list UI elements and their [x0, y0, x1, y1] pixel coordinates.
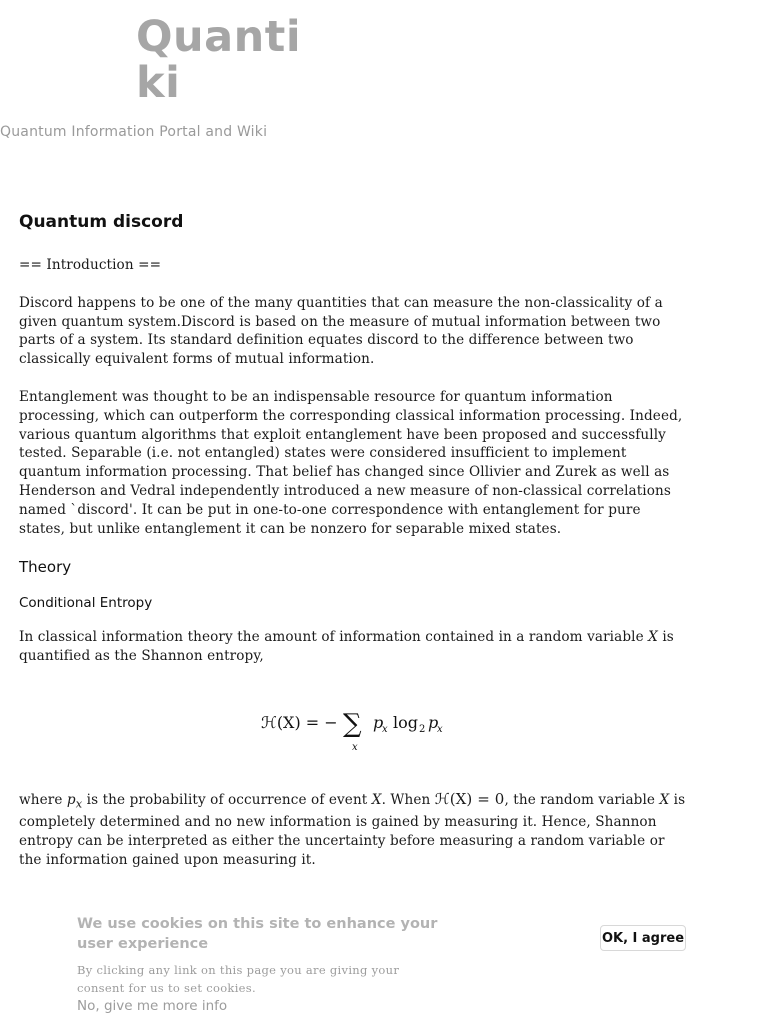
- conditional-entropy-heading: Conditional Entropy: [19, 595, 153, 612]
- equation-p2: p: [428, 712, 439, 732]
- page-title: Quantum discord: [19, 212, 184, 232]
- variable-x: X: [648, 629, 658, 646]
- para3-text-b: is quantified as the Shannon entropy,: [19, 629, 674, 665]
- equation-p1-sub: x: [382, 723, 388, 735]
- site-name[interactable]: Quantiki: [136, 12, 302, 108]
- equation-log: log: [393, 712, 418, 732]
- cookie-agree-button[interactable]: OK, I agree: [600, 925, 686, 951]
- inline-math-entropy-zero: ℋ(X) = 0: [434, 789, 505, 808]
- para4-text-e: is completely determined and no new information is gained by measuring it. Hence, Shannon entropy can be interpreted as either the uncertainty before measuring a random variable or the information gained upon measuring it.: [19, 791, 686, 869]
- cookie-consent-text: By clicking any link on this page you are giving your consent for us to set cookies.: [77, 963, 400, 995]
- equation-p1: p: [373, 712, 384, 732]
- cookie-title: We use cookies on this site to enhance your user experience: [77, 916, 438, 952]
- variable-p: p: [66, 791, 76, 808]
- variable-x-random: X: [659, 791, 670, 808]
- intro-paragraph: Discord happens to be one of the many quantities that can measure the non-classicality of a given quantum system.Discord is based on the measure of mutual information between two parts of a system. Its standard definition equates discord to the difference between two classically equivalent forms of mutual information.: [19, 294, 663, 368]
- shannon-intro-paragraph: [19, 628, 689, 666]
- equation-svg: [259, 706, 449, 754]
- cookie-more-info-link[interactable]: No, give me more info: [77, 998, 228, 1014]
- shannon-entropy-equation: [19, 706, 689, 766]
- entanglement-paragraph: Entanglement was thought to be an indispensable resource for quantum information processing, which can outperform the corresponding classical information processing. Indeed, various quantum algorithms that exploit entanglement have been proposed and successfully tested. Separable (i.e. not entangled) states were considered insufficient to implement quantum information processing. That belief has changed since Ollivier and Zurek as well as Henderson and Vedral independently introduced a new measure of non-classical correlations named `discord'. It can be put in one-to-one correspondence with entanglement for pure states, but unlike entanglement it can be nonzero for separable mixed states.: [19, 388, 683, 537]
- site-slogan: Quantum Information Portal and Wiki: [0, 124, 268, 140]
- equation-lhs: ℋ(X) = −: [261, 712, 338, 732]
- cookie-banner: [0, 906, 768, 1024]
- main-content: [19, 210, 689, 870]
- equation-sum-index: x: [352, 741, 358, 753]
- equation-p2-sub: x: [437, 723, 443, 735]
- para4-text-d: , the random variable: [504, 791, 660, 808]
- para4-text-b: is the probability of occurrence of event: [82, 791, 372, 808]
- para4-text-c: . When: [381, 791, 435, 808]
- variable-x-event: X: [371, 791, 382, 808]
- equation-log-base: 2: [419, 723, 426, 735]
- shannon-explanation-paragraph: [19, 790, 689, 870]
- theory-heading: Theory: [19, 558, 72, 577]
- para4-text-a: where: [19, 791, 67, 808]
- para3-text-a: In classical information theory the amount of information contained in a random variable: [19, 629, 649, 646]
- variable-p-subscript: x: [75, 796, 83, 811]
- intro-heading: == Introduction ==: [19, 257, 162, 273]
- equation-sum: ∑: [343, 708, 362, 739]
